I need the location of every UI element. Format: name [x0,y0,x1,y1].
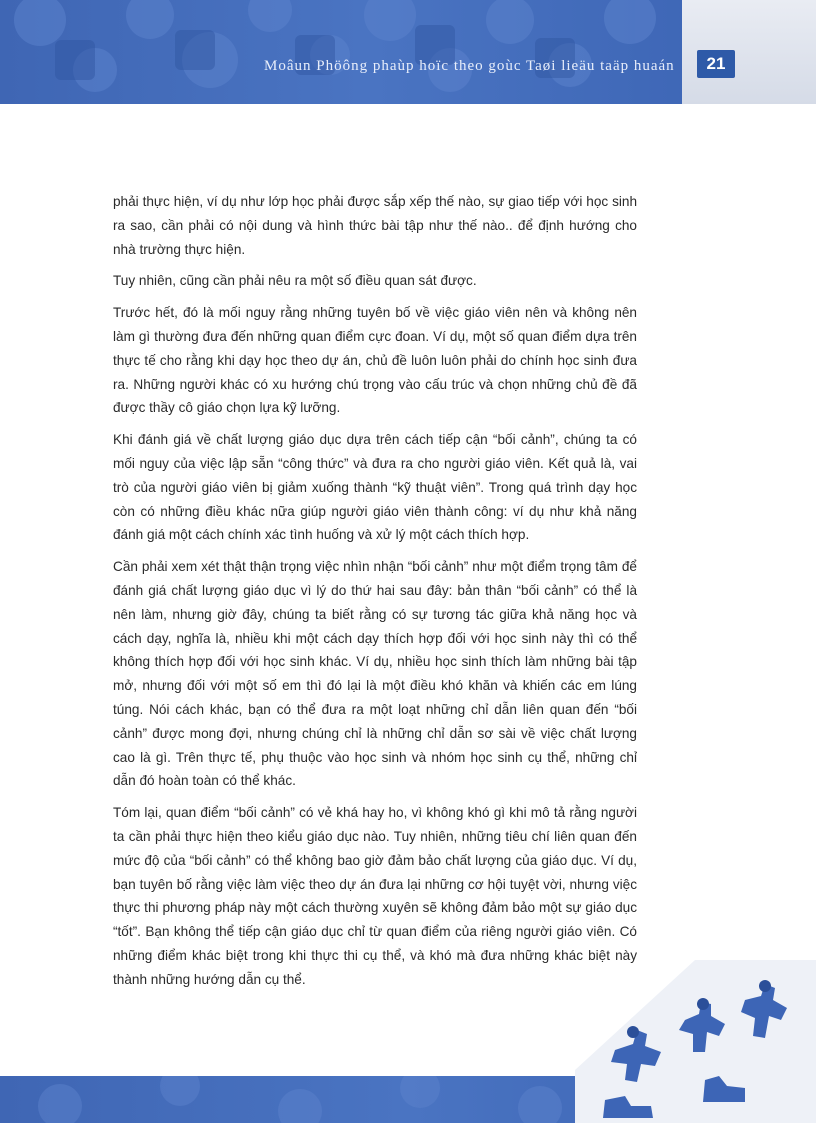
page-header [0,0,816,104]
puzzle-figures-illustration [575,960,816,1123]
puzzle-pattern [0,0,682,104]
paragraph: Cần phải xem xét thật thận trọng việc nhìn nhận “bối cảnh” như một điểm trọng tâm để đánh giá chất lượng giáo dục vì lý do thứ hai sau đây: bản thân “bối cảnh” có thể là nên làm, nhưng giờ đây, chúng ta biết rằng có sự tương tác giữa khả năng học và cách dạy, nghĩa là, nhiều khi một cách dạy thích hợp đối với học sinh này thì có thể không thích hợp đối với học sinh khác. Ví dụ, nhiều học sinh thích làm những bài tập mở, nhưng đối với một số em thì đó lại là một điều khó khăn và khiến các em lúng túng. Nói cách khác, bạn có thể đưa ra một loạt những chỉ dẫn liên quan đến “bối cảnh” được mong đợi, nhưng chúng chỉ là những chỉ dẫn sơ sài về việc chất lượng cao là gì. Trên thực tế, phụ thuộc vào học sinh và nhóm học sinh cụ thể, những chỉ dẫn đó hoàn toàn có thể khác. [113,559,637,789]
body-text [113,190,637,1000]
page-header-title: Moâun Phöông phaùp hoïc theo goùc Taøi lieäu taäp huaán [264,58,675,74]
paragraph: Tóm lại, quan điểm “bối cảnh” có vẻ khá hay ho, vì không khó gì khi mô tả rằng người ta cần phải thực hiện theo kiểu giáo dục nào. Tuy nhiên, những tiêu chí liên quan đến mức độ của “bối cảnh” có thể không bao giờ đảm bảo chất lượng của giáo dục. Ví dụ, bạn tuyên bố rằng việc làm việc theo dự án đưa lại những cơ hội tuyệt vời, nhưng việc thực thi phương pháp này một cách thường xuyên sẽ không đảm bảo một sự giáo dục “tốt”. Bạn không thể tiếp cận giáo dục chỉ từ quan điểm của riêng người giáo viên. Có những điểm khác biệt trong khi thực thi cụ thể, và khó mà đưa những khác biệt này thành những hướng dẫn cụ thể. [113,805,637,987]
paragraph: Tuy nhiên, cũng cần phải nêu ra một số điều quan sát được. [113,273,477,289]
page-number: 21 [697,50,735,78]
paragraph: Trước hết, đó là mối nguy rằng những tuyên bố về việc giáo viên nên và không nên làm gì thường đưa đến những quan điểm cực đoan. Ví dụ, một số quan điểm dựa trên thực tế cho rằng khi dạy học theo dự án, chủ đề luôn luôn phải do chính học sinh đưa ra. Những người khác có xu hướng chú trọng vào cấu trúc và chọn những chủ đề đã được thầy cô giáo chọn lựa kỹ lưỡng. [113,305,637,416]
paragraph: phải thực hiện, ví dụ như lớp học phải được sắp xếp thế nào, sự giao tiếp với học sinh ra sao, cần phải có nội dung và hình thức bài tập như thế nào.. để định hướng cho nhà trường thực hiện. [113,194,637,257]
paragraph: Khi đánh giá về chất lượng giáo dục dựa trên cách tiếp cận “bối cảnh”, chúng ta có mối nguy của việc lập sẵn “công thức” và đưa ra cho người giáo viên. Kết quả là, vai trò của người giáo viên bị giảm xuống thành “kỹ thuật viên”. Trong quá trình dạy học còn có những điều khác nữa giúp người giáo viên thành công: ví dụ như khả năng đánh giá một cách chính xác tình huống và xử lý một cách thích hợp. [113,432,637,543]
